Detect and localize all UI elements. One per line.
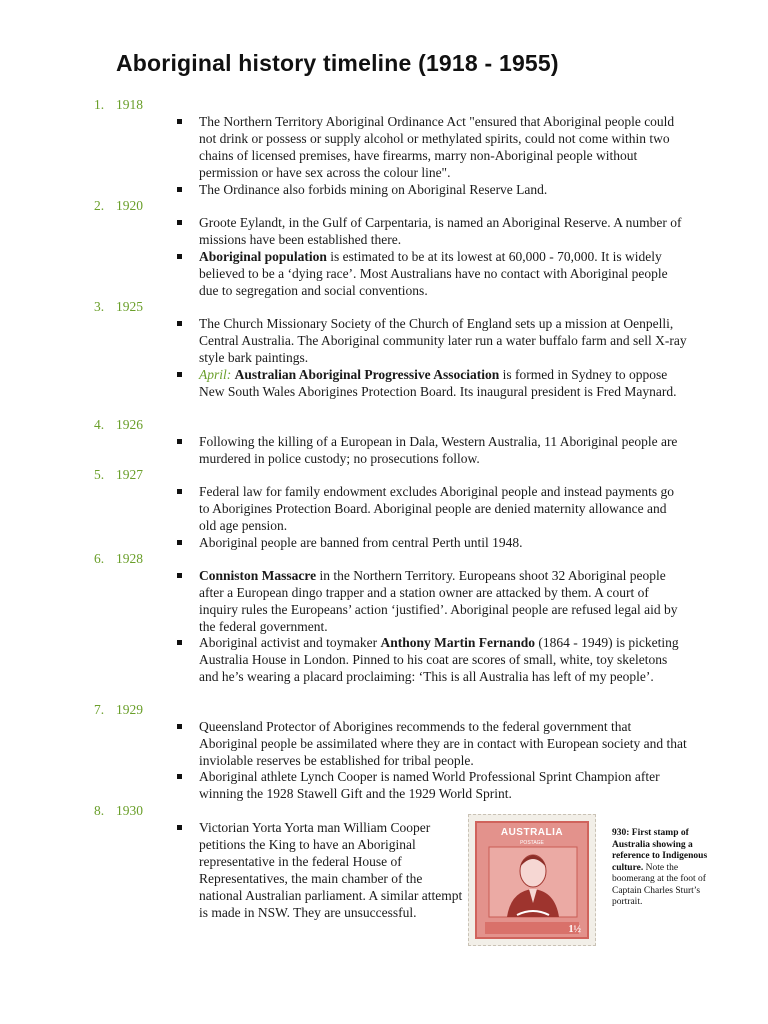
page-title: Aboriginal history timeline (1918 - 1955): [116, 50, 559, 76]
portrait-icon: [477, 823, 589, 935]
year-1928: 6. 1928: [94, 551, 143, 566]
bullet-1928-1: Conniston Massacre in the Northern Territory. Europeans shoot 32 Aboriginal people after a European dingo trapper and a station owner are attacked by them. A court of inquiry rules the Europeans’ action ‘justified’. Aboriginal people are refused legal aid by the federal government.: [177, 567, 687, 635]
stamp-value-text: 1½: [568, 924, 581, 935]
bullet-1925-1: The Church Missionary Society of the Church of England sets up a mission at Oenpelli, Central Australia. The Aboriginal community later run a water buffalo farm and sell X-ray style bark paintings.: [177, 315, 687, 366]
bullet-1929-1: Queensland Protector of Aborigines recommends to the federal government that Aboriginal people be assimilated where they are in contact with European society and that inviolable reserves be established for tribal people.: [177, 718, 687, 769]
bullet-1918-2: The Ordinance also forbids mining on Aboriginal Reserve Land.: [177, 181, 687, 198]
year-1918: 1. 1918: [94, 97, 143, 112]
year-1920: 2. 1920: [94, 198, 143, 213]
stamp-country-text: AUSTRALIA: [500, 827, 564, 838]
year-1927: 5. 1927: [94, 467, 143, 482]
bullet-1929-2: Aboriginal athlete Lynch Cooper is named World Professional Sprint Champion after winning the 1928 Stawell Gift and the 1929 World Sprint.: [177, 768, 687, 802]
bullet-1920-1: Groote Eylandt, in the Gulf of Carpentaria, is named an Aboriginal Reserve. A number of missions have been established there.: [177, 214, 687, 248]
bullet-1927-1: Federal law for family endowment excludes Aboriginal people and instead payments go to Aborigines Protection Board. Aboriginal people are denied maternity allowance and old age pension.: [177, 483, 687, 534]
bullet-1927-2: Aboriginal people are banned from central Perth until 1948.: [177, 534, 687, 551]
bullet-1928-2: Aboriginal activist and toymaker Anthony Martin Fernando (1864 - 1949) is picketing Australia House in London. Pinned to his coat are scores of small, white, toy skeletons and he’s wearing a placard proclaiming: ‘This is all Australia has left of my people’.: [177, 634, 687, 685]
bullet-1926-1: Following the killing of a European in Dala, Western Australia, 11 Aboriginal people are murdered in police custody; no prosecutions follow.: [177, 433, 687, 467]
bullet-1925-2: April: Australian Aboriginal Progressive Association is formed in Sydney to oppose New South Wales Aborigines Protection Board. Its inaugural president is Fred Maynard.: [177, 366, 687, 400]
year-1925: 3. 1925: [94, 299, 143, 314]
bullet-1920-2: Aboriginal population is estimated to be at its lowest at 60,000 - 70,000. It is widely believed to be a ‘dying race’. Most Australians have no contact with Aboriginal people due to segregation and social conventions.: [177, 248, 687, 299]
year-1926: 4. 1926: [94, 417, 143, 432]
year-1930: 8. 1930: [94, 803, 143, 818]
stamp-image: [468, 814, 596, 946]
bullet-1918-1: The Northern Territory Aboriginal Ordinance Act "ensured that Aboriginal people could not drink or possess or supply alcohol or methylated spirits, could not come within two chains of licensed premises, have firearms, marry non-Aboriginal people without permission or have sex across the colour line".: [177, 113, 687, 181]
stamp-caption: 930: First stamp of Australia showing a reference to Indigenous culture. Note the boomerang at the foot of Captain Charles Sturt’s portrait.: [612, 828, 708, 907]
stamp-label-text: POSTAGE: [520, 840, 544, 846]
year-1929: 7. 1929: [94, 702, 143, 717]
bullet-1930-1: Victorian Yorta Yorta man William Cooper petitions the King to have an Aboriginal representative in the federal House of Representatives, the main chamber of the national Australian parliament. A similar attempt is made in NSW. They are unsuccessful.: [177, 819, 467, 921]
